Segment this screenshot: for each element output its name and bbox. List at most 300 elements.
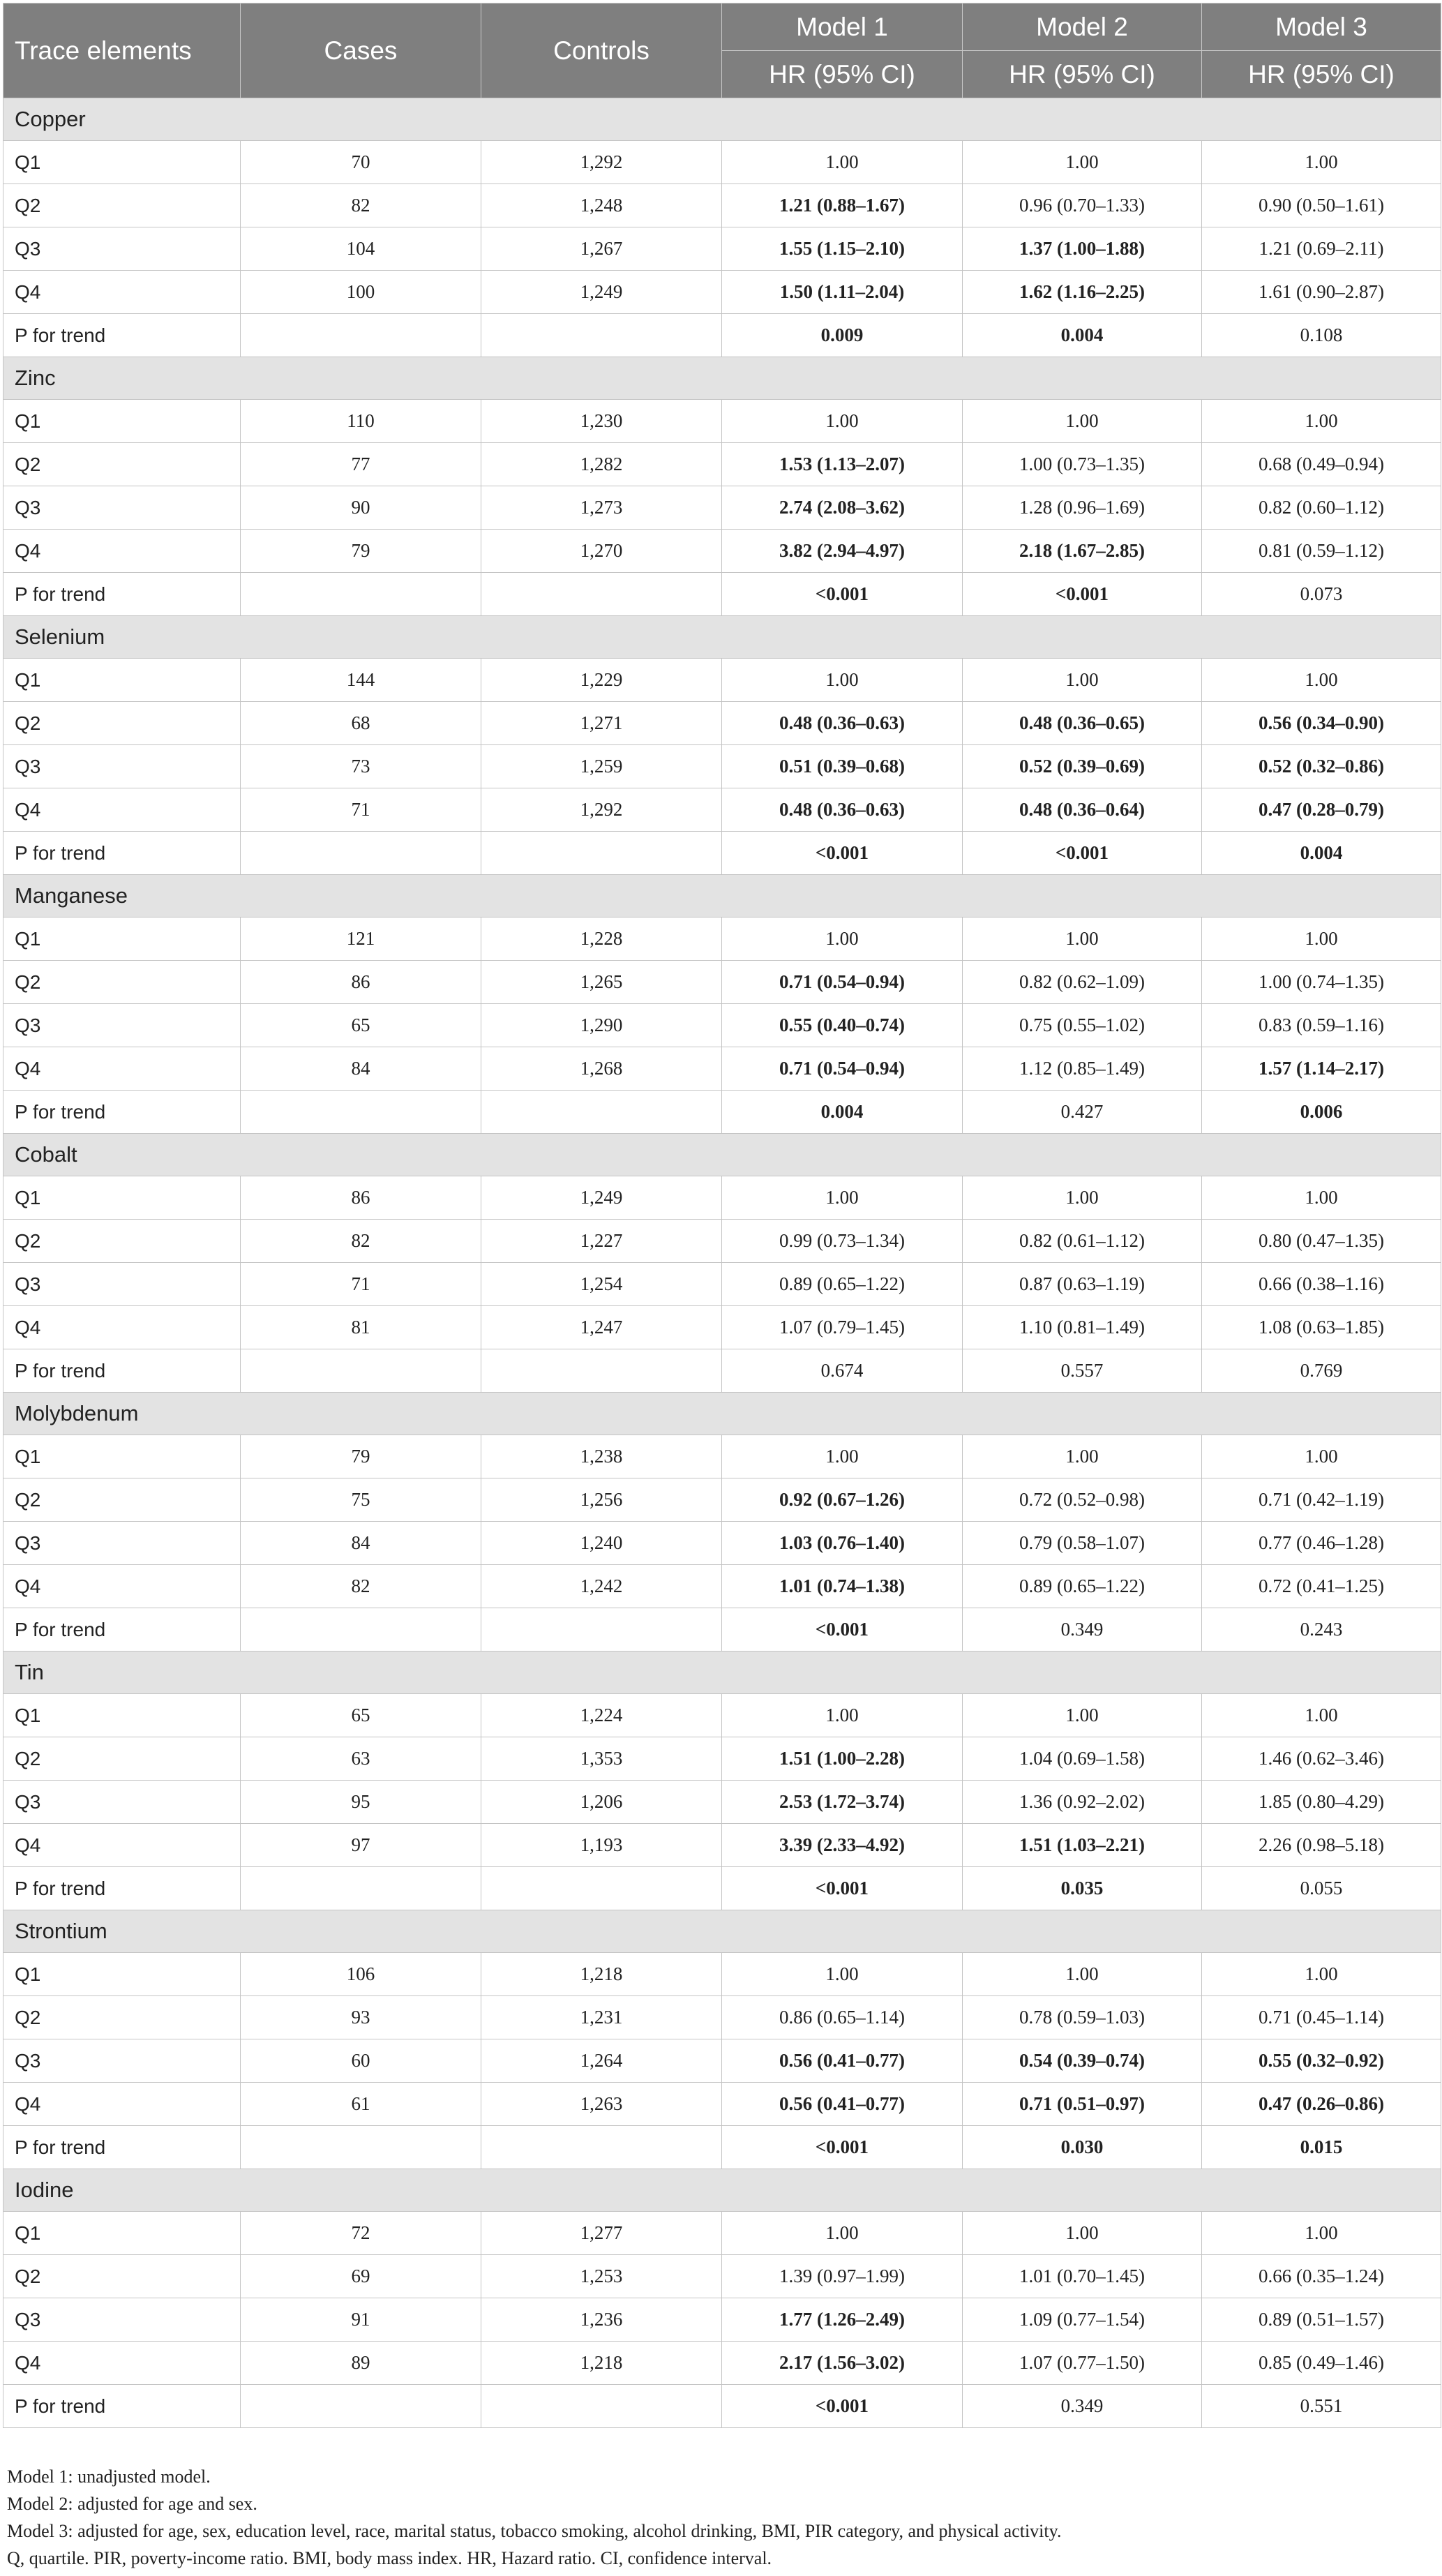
row-label: Q2 [3,443,241,486]
section-header-row [3,616,1441,659]
controls-cell [481,2126,722,2169]
model-2-hr-cell: 1.62 (1.16–2.25) [963,271,1202,314]
controls-cell: 1,267 [481,227,722,271]
controls-cell [481,1349,722,1393]
model-2-hr-cell: 1.00 [963,1435,1202,1478]
model-3-hr-cell: 0.055 [1202,1867,1441,1910]
model-1-hr-cell: 0.92 (0.67–1.26) [722,1478,963,1522]
model-2-hr-cell: 1.00 [963,1176,1202,1220]
model-3-hr-cell: 1.00 [1202,1176,1441,1220]
cases-cell: 61 [241,2083,481,2126]
section-name: Manganese [3,875,1441,918]
cases-cell: 75 [241,1478,481,1522]
model-1-hr-cell: 1.00 [722,1435,963,1478]
model-2-hr-cell: 1.00 (0.73–1.35) [963,443,1202,486]
controls-cell: 1,292 [481,141,722,184]
model-2-hr-cell: 2.18 (1.67–2.85) [963,530,1202,573]
row-label: P for trend [3,1349,241,1393]
cases-cell: 68 [241,702,481,745]
table-row [3,1953,1441,1996]
model-2-hr-cell: <0.001 [963,832,1202,875]
model-3-hr-cell: 1.85 (0.80–4.29) [1202,1781,1441,1824]
row-label: Q4 [3,1824,241,1867]
table-row [3,227,1441,271]
cases-cell: 65 [241,1004,481,1047]
table-row [3,832,1441,875]
row-label: Q1 [3,1694,241,1737]
row-label: Q2 [3,1220,241,1263]
row-label: Q3 [3,227,241,271]
section-header-row [3,1652,1441,1694]
model-2-hr-cell: 0.54 (0.39–0.74) [963,2039,1202,2083]
table-row [3,314,1441,357]
model-2-hr-cell: 0.79 (0.58–1.07) [963,1522,1202,1565]
controls-cell [481,573,722,616]
model-3-hr-cell: 0.83 (0.59–1.16) [1202,1004,1441,1047]
row-label: Q1 [3,1953,241,1996]
table-row [3,1565,1441,1608]
table-row [3,1996,1441,2039]
row-label: Q3 [3,1781,241,1824]
cases-cell: 71 [241,1263,481,1306]
footnote-model-3: Model 3: adjusted for age, sex, education level, race, marital status, tobacco smoking, alcohol drinking, BMI, PIR category, and physical activity. [7,2521,1062,2541]
controls-cell [481,1091,722,1134]
section-header-row [3,98,1441,141]
row-label: Q2 [3,1996,241,2039]
cases-cell: 106 [241,1953,481,1996]
model-2-hr-cell: 0.82 (0.62–1.09) [963,961,1202,1004]
model-1-hr-cell: <0.001 [722,2126,963,2169]
model-2-hr-cell: 0.96 (0.70–1.33) [963,184,1202,227]
row-label: Q4 [3,530,241,573]
cases-cell [241,1608,481,1652]
cases-cell: 84 [241,1047,481,1091]
model-1-hr-cell: 1.55 (1.15–2.10) [722,227,963,271]
table-row [3,1091,1441,1134]
controls-cell: 1,249 [481,271,722,314]
model-2-hr-cell: 1.36 (0.92–2.02) [963,1781,1202,1824]
model-1-hr-cell: 0.004 [722,1091,963,1134]
row-label: Q3 [3,2039,241,2083]
controls-cell: 1,270 [481,530,722,573]
controls-cell: 1,193 [481,1824,722,1867]
cases-cell: 91 [241,2298,481,2342]
cases-cell: 81 [241,1306,481,1349]
controls-cell: 1,292 [481,788,722,832]
model-2-hr-cell: 1.00 [963,1694,1202,1737]
controls-cell: 1,282 [481,443,722,486]
footnote-model-2: Model 2: adjusted for age and sex. [7,2494,257,2514]
row-label: Q1 [3,1176,241,1220]
model-1-hr-cell: 1.00 [722,918,963,961]
table-footnotes [7,2463,1430,2572]
model-1-hr-cell: 0.86 (0.65–1.14) [722,1996,963,2039]
model-2-hr-cell: 1.00 [963,2212,1202,2255]
cases-cell: 60 [241,2039,481,2083]
model-1-hr-cell: 0.674 [722,1349,963,1393]
model-3-hr-cell: 1.00 [1202,918,1441,961]
row-label: Q2 [3,702,241,745]
model-1-hr-cell: <0.001 [722,832,963,875]
table-row [3,530,1441,573]
table-row [3,1220,1441,1263]
section-name: Copper [3,98,1441,141]
table-row [3,400,1441,443]
model-2-hr-cell: 1.28 (0.96–1.69) [963,486,1202,530]
table-row [3,2083,1441,2126]
model-2-hr-cell: 1.09 (0.77–1.54) [963,2298,1202,2342]
table-row [3,745,1441,788]
table-row [3,1694,1441,1737]
controls-cell: 1,263 [481,2083,722,2126]
model-3-hr-cell: 1.00 (0.74–1.35) [1202,961,1441,1004]
cases-cell: 63 [241,1737,481,1781]
model-2-hr-cell: 0.035 [963,1867,1202,1910]
table-row [3,1781,1441,1824]
section-name: Molybdenum [3,1393,1441,1435]
table-row [3,659,1441,702]
table-row [3,1737,1441,1781]
controls-cell: 1,277 [481,2212,722,2255]
model-2-hr-cell: 0.71 (0.51–0.97) [963,2083,1202,2126]
model-2-hr-cell: 1.04 (0.69–1.58) [963,1737,1202,1781]
row-label: Q4 [3,1306,241,1349]
controls-cell: 1,206 [481,1781,722,1824]
controls-cell [481,1867,722,1910]
cases-cell: 84 [241,1522,481,1565]
row-label: Q1 [3,2212,241,2255]
row-label: Q4 [3,1047,241,1091]
model-3-hr-cell: 1.08 (0.63–1.85) [1202,1306,1441,1349]
model-2-hr-cell: 0.78 (0.59–1.03) [963,1996,1202,2039]
cases-cell [241,832,481,875]
row-label: Q1 [3,659,241,702]
model-1-hr-cell: 3.82 (2.94–4.97) [722,530,963,573]
model-2-hr-cell: 1.10 (0.81–1.49) [963,1306,1202,1349]
model-1-hr-cell: 1.00 [722,1953,963,1996]
controls-cell: 1,253 [481,2255,722,2298]
model-3-hr-cell: 0.56 (0.34–0.90) [1202,702,1441,745]
model-1-hr-cell: 2.53 (1.72–3.74) [722,1781,963,1824]
table-row [3,1263,1441,1306]
controls-cell: 1,229 [481,659,722,702]
model-3-hr-cell: 0.108 [1202,314,1441,357]
table-row [3,1306,1441,1349]
table-row [3,141,1441,184]
cases-cell: 121 [241,918,481,961]
cases-cell: 82 [241,184,481,227]
model-1-hr-cell: 0.71 (0.54–0.94) [722,1047,963,1091]
cases-cell [241,573,481,616]
controls-cell: 1,231 [481,1996,722,2039]
table-row [3,1047,1441,1091]
header-cases: Cases [241,3,481,98]
controls-cell: 1,247 [481,1306,722,1349]
table-header [3,3,1441,98]
model-1-hr-cell: 0.48 (0.36–0.63) [722,788,963,832]
model-3-hr-cell: 0.77 (0.46–1.28) [1202,1522,1441,1565]
section-header-row [3,1910,1441,1953]
footnote-abbreviations: Q, quartile. PIR, poverty-income ratio. BMI, body mass index. HR, Hazard ratio. CI, confidence interval. [7,2548,772,2568]
model-2-hr-cell: 0.48 (0.36–0.65) [963,702,1202,745]
model-2-hr-cell: <0.001 [963,573,1202,616]
row-label: Q2 [3,1478,241,1522]
section-header-row [3,357,1441,400]
model-3-hr-cell: 0.81 (0.59–1.12) [1202,530,1441,573]
model-3-hr-cell: 0.71 (0.45–1.14) [1202,1996,1441,2039]
table-row [3,2212,1441,2255]
model-1-hr-cell: <0.001 [722,1608,963,1652]
table-row [3,961,1441,1004]
section-header-row [3,1393,1441,1435]
hazard-ratio-table [3,3,1441,2428]
section-header-row [3,875,1441,918]
cases-cell: 69 [241,2255,481,2298]
model-2-hr-cell: 0.48 (0.36–0.64) [963,788,1202,832]
controls-cell: 1,268 [481,1047,722,1091]
model-2-hr-cell: 1.07 (0.77–1.50) [963,2342,1202,2385]
model-3-hr-cell: 0.52 (0.32–0.86) [1202,745,1441,788]
model-1-hr-cell: 1.51 (1.00–2.28) [722,1737,963,1781]
cases-cell: 79 [241,530,481,573]
model-1-hr-cell: 1.53 (1.13–2.07) [722,443,963,486]
model-1-hr-cell: 2.17 (1.56–3.02) [722,2342,963,2385]
row-label: Q3 [3,745,241,788]
cases-cell: 104 [241,227,481,271]
table-row [3,2126,1441,2169]
controls-cell [481,832,722,875]
model-3-hr-cell: 1.00 [1202,141,1441,184]
model-2-hr-cell: 0.349 [963,1608,1202,1652]
cases-cell: 86 [241,961,481,1004]
model-1-hr-cell: 0.56 (0.41–0.77) [722,2039,963,2083]
model-3-hr-cell: 0.82 (0.60–1.12) [1202,486,1441,530]
header-hr-model-1: HR (95% CI) [722,51,963,98]
table-row [3,1004,1441,1047]
header-model-1: Model 1 [722,3,963,51]
model-2-hr-cell: 0.557 [963,1349,1202,1393]
model-3-hr-cell: 0.47 (0.28–0.79) [1202,788,1441,832]
cases-cell: 72 [241,2212,481,2255]
cases-cell [241,2126,481,2169]
controls-cell: 1,228 [481,918,722,961]
cases-cell: 89 [241,2342,481,2385]
model-3-hr-cell: 1.00 [1202,400,1441,443]
cases-cell [241,1349,481,1393]
model-2-hr-cell: 0.349 [963,2385,1202,2428]
cases-cell: 82 [241,1220,481,1263]
row-label: Q3 [3,1263,241,1306]
model-1-hr-cell: 1.39 (0.97–1.99) [722,2255,963,2298]
controls-cell: 1,230 [481,400,722,443]
header-hr-model-3: HR (95% CI) [1202,51,1441,98]
model-3-hr-cell: 0.80 (0.47–1.35) [1202,1220,1441,1263]
controls-cell: 1,273 [481,486,722,530]
table-row [3,1435,1441,1478]
controls-cell: 1,249 [481,1176,722,1220]
table-row [3,1176,1441,1220]
model-3-hr-cell: 2.26 (0.98–5.18) [1202,1824,1441,1867]
table-row [3,1867,1441,1910]
row-label: Q3 [3,486,241,530]
header-trace-elements: Trace elements [3,3,241,98]
model-1-hr-cell: 1.00 [722,400,963,443]
model-2-hr-cell: 0.87 (0.63–1.19) [963,1263,1202,1306]
cases-cell: 97 [241,1824,481,1867]
controls-cell: 1,256 [481,1478,722,1522]
model-1-hr-cell: <0.001 [722,573,963,616]
model-1-hr-cell: 0.51 (0.39–0.68) [722,745,963,788]
model-1-hr-cell: 0.71 (0.54–0.94) [722,961,963,1004]
controls-cell: 1,242 [481,1565,722,1608]
model-3-hr-cell: 0.72 (0.41–1.25) [1202,1565,1441,1608]
table-row [3,2039,1441,2083]
cases-cell [241,2385,481,2428]
row-label: P for trend [3,1867,241,1910]
table-row [3,918,1441,961]
controls-cell: 1,259 [481,745,722,788]
table-row [3,486,1441,530]
header-hr-model-2: HR (95% CI) [963,51,1202,98]
controls-cell [481,2385,722,2428]
controls-cell: 1,265 [481,961,722,1004]
table-row [3,1608,1441,1652]
model-1-hr-cell: 1.00 [722,2212,963,2255]
model-2-hr-cell: 0.030 [963,2126,1202,2169]
controls-cell [481,314,722,357]
row-label: Q4 [3,2083,241,2126]
controls-cell: 1,240 [481,1522,722,1565]
model-2-hr-cell: 1.51 (1.03–2.21) [963,1824,1202,1867]
cases-cell: 71 [241,788,481,832]
model-3-hr-cell: 0.006 [1202,1091,1441,1134]
cases-cell: 86 [241,1176,481,1220]
cases-cell: 77 [241,443,481,486]
model-3-hr-cell: 0.47 (0.26–0.86) [1202,2083,1441,2126]
model-2-hr-cell: 0.82 (0.61–1.12) [963,1220,1202,1263]
model-1-hr-cell: 1.00 [722,659,963,702]
section-header-row [3,1134,1441,1176]
model-1-hr-cell: <0.001 [722,1867,963,1910]
model-1-hr-cell: 0.009 [722,314,963,357]
model-2-hr-cell: 1.00 [963,400,1202,443]
model-3-hr-cell: 1.61 (0.90–2.87) [1202,271,1441,314]
table-row [3,2385,1441,2428]
model-1-hr-cell: 0.56 (0.41–0.77) [722,2083,963,2126]
cases-cell: 93 [241,1996,481,2039]
cases-cell: 73 [241,745,481,788]
model-3-hr-cell: 1.00 [1202,1435,1441,1478]
model-3-hr-cell: 0.89 (0.51–1.57) [1202,2298,1441,2342]
cases-cell: 95 [241,1781,481,1824]
controls-cell: 1,254 [481,1263,722,1306]
row-label: Q1 [3,141,241,184]
controls-cell: 1,218 [481,1953,722,1996]
model-3-hr-cell: 0.004 [1202,832,1441,875]
row-label: P for trend [3,1608,241,1652]
model-1-hr-cell: 1.07 (0.79–1.45) [722,1306,963,1349]
controls-cell: 1,290 [481,1004,722,1047]
section-name: Zinc [3,357,1441,400]
table-row [3,184,1441,227]
model-1-hr-cell: 0.48 (0.36–0.63) [722,702,963,745]
model-1-hr-cell: 3.39 (2.33–4.92) [722,1824,963,1867]
model-1-hr-cell: 1.50 (1.11–2.04) [722,271,963,314]
model-3-hr-cell: 1.57 (1.14–2.17) [1202,1047,1441,1091]
row-label: Q4 [3,2342,241,2385]
model-3-hr-cell: 0.243 [1202,1608,1441,1652]
table-row [3,573,1441,616]
row-label: Q4 [3,271,241,314]
model-3-hr-cell: 1.46 (0.62–3.46) [1202,1737,1441,1781]
model-3-hr-cell: 0.015 [1202,2126,1441,2169]
row-label: Q3 [3,1004,241,1047]
section-name: Iodine [3,2169,1441,2212]
row-label: Q2 [3,1737,241,1781]
cases-cell: 100 [241,271,481,314]
table-row [3,443,1441,486]
model-2-hr-cell: 1.00 [963,1953,1202,1996]
controls-cell: 1,264 [481,2039,722,2083]
cases-cell [241,1867,481,1910]
header-model-3: Model 3 [1202,3,1441,51]
section-name: Tin [3,1652,1441,1694]
model-1-hr-cell: <0.001 [722,2385,963,2428]
controls-cell: 1,236 [481,2298,722,2342]
model-2-hr-cell: 0.72 (0.52–0.98) [963,1478,1202,1522]
model-2-hr-cell: 1.12 (0.85–1.49) [963,1047,1202,1091]
model-3-hr-cell: 1.00 [1202,2212,1441,2255]
cases-cell: 110 [241,400,481,443]
model-2-hr-cell: 1.37 (1.00–1.88) [963,227,1202,271]
controls-cell: 1,271 [481,702,722,745]
model-3-hr-cell: 0.66 (0.35–1.24) [1202,2255,1441,2298]
table-row [3,702,1441,745]
model-3-hr-cell: 0.551 [1202,2385,1441,2428]
model-3-hr-cell: 0.769 [1202,1349,1441,1393]
table-row [3,1478,1441,1522]
model-1-hr-cell: 1.77 (1.26–2.49) [722,2298,963,2342]
table-row [3,1522,1441,1565]
controls-cell: 1,353 [481,1737,722,1781]
model-2-hr-cell: 0.75 (0.55–1.02) [963,1004,1202,1047]
cases-cell [241,314,481,357]
model-3-hr-cell: 1.00 [1202,659,1441,702]
row-label: P for trend [3,314,241,357]
row-label: P for trend [3,1091,241,1134]
model-3-hr-cell: 0.71 (0.42–1.19) [1202,1478,1441,1522]
model-2-hr-cell: 1.00 [963,141,1202,184]
table-row [3,2298,1441,2342]
header-model-2: Model 2 [963,3,1202,51]
table-row [3,1824,1441,1867]
controls-cell [481,1608,722,1652]
cases-cell [241,1091,481,1134]
row-label: Q1 [3,400,241,443]
controls-cell: 1,218 [481,2342,722,2385]
model-1-hr-cell: 1.21 (0.88–1.67) [722,184,963,227]
controls-cell: 1,227 [481,1220,722,1263]
model-2-hr-cell: 0.427 [963,1091,1202,1134]
table-row [3,788,1441,832]
row-label: Q1 [3,1435,241,1478]
section-name: Strontium [3,1910,1441,1953]
row-label: Q3 [3,2298,241,2342]
row-label: Q4 [3,788,241,832]
section-name: Cobalt [3,1134,1441,1176]
table-row [3,271,1441,314]
model-2-hr-cell: 1.01 (0.70–1.45) [963,2255,1202,2298]
